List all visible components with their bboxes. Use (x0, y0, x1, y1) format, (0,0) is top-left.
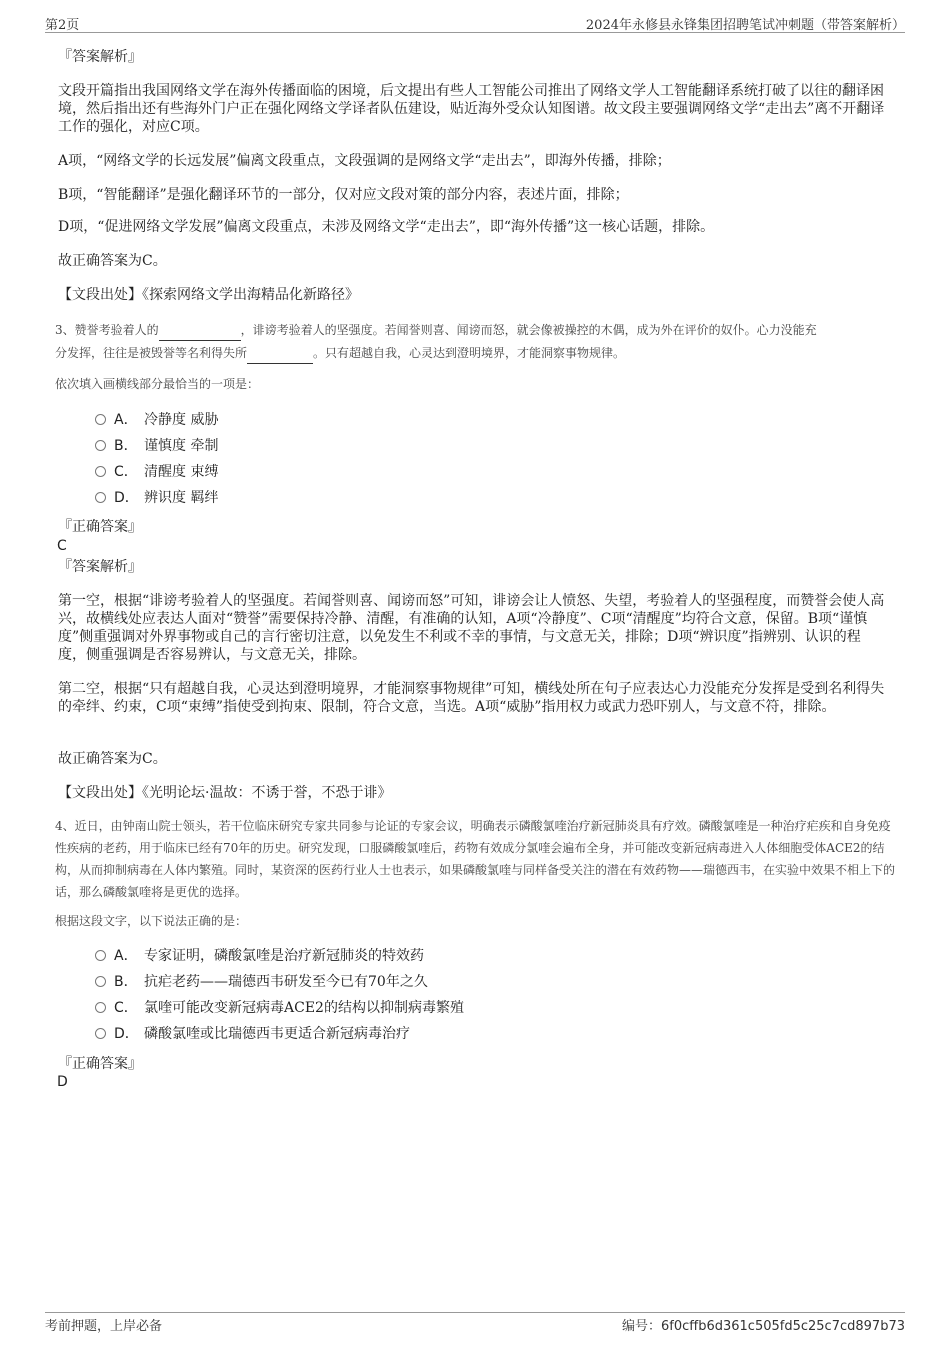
page-number: 第2页 (45, 18, 80, 33)
radio-icon[interactable] (95, 976, 106, 987)
option-text: 辨识度 羁绊 (144, 490, 219, 506)
q3-stem-part: 3、赞誉考验着人的 (55, 323, 159, 337)
option-text: 氯喹可能改变新冠病毒ACE2的结构以抑制病毒繁殖 (144, 1000, 464, 1016)
option-text: 抗疟老药——瑞德西韦研发至今已有70年之久 (144, 974, 428, 990)
q3-blank-1 (159, 318, 241, 341)
radio-icon[interactable] (95, 466, 106, 477)
radio-icon[interactable] (95, 1002, 106, 1013)
document-title: 2024年永修县永锋集团招聘笔试冲刺题（带答案解析） (585, 18, 905, 33)
option-text: 专家证明，磷酸氯喹是治疗新冠肺炎的特效药 (144, 948, 424, 964)
option-text: 冷静度 威胁 (144, 412, 219, 428)
q3-stem (55, 318, 900, 364)
radio-icon[interactable] (95, 414, 106, 425)
option-letter: D． (114, 490, 139, 506)
radio-icon[interactable] (95, 492, 106, 503)
q3-option-d[interactable] (95, 488, 218, 508)
footer-slogan: 考前押题，上岸必备 (45, 1319, 163, 1334)
q2-analysis-paragraph: 文段开篇指出我国网络文学在海外传播面临的困境，后文提出有些人工智能公司推出了网络文学人工智能翻译系统打破了以往的翻译困境，然后指出还有些海外门户正在强化网络文学译者队伍建设，贴近海外受众认知图谱。故文段主要强调网络文学“走出去”离不开翻译工作的强化，对应C项。 (58, 83, 885, 135)
q3-analysis-paragraph-2: 第二空，根据“只有超越自我，心灵达到澄明境界，才能洞察事物规律”可知，横线处所在句子应表达心力没能充分发挥是受到名利得失的牵绊、约束，C项“束缚”指使受到拘束、限制，符合文意，当选。A项“威胁”指用权力或武力恐吓别人，与文意不符，排除。 (58, 681, 885, 715)
q4-prompt: 根据这段文字，以下说法正确的是： (55, 914, 248, 928)
q3-blank-2 (247, 341, 313, 364)
q3-stem-part: 分发挥，往往是被毁誉等名利得失所 (55, 346, 248, 360)
document-code: 编号：6f0cffb6d361c505fd5c25c7cd897b73 (622, 1319, 905, 1334)
q2-option-a-explanation: A项，“网络文学的长远发展”偏离文段重点，文段强调的是网络文学“走出去”，即海外传播，排除； (58, 153, 671, 169)
q2-source: 【文段出处】《探索网络文学出海精品化新路径》 (58, 287, 359, 303)
q3-stem-part: 。只有超越自我，心灵达到澄明境界，才能洞察事物规律。 (313, 346, 626, 360)
q3-source: 【文段出处】《光明论坛·温故：不诱于誉，不恐于诽》 (58, 785, 392, 801)
q4-answer-label: 『正确答案』 (58, 1056, 142, 1072)
radio-icon[interactable] (95, 950, 106, 961)
q3-option-c[interactable] (95, 462, 218, 482)
q3-stem-part: ，诽谤考验着人的坚强度。若闻誉则喜、闻谤而怒，就会像被操控的木偶，成为外在评价的奴仆。心力没能充 (240, 323, 817, 337)
option-letter: A． (114, 412, 138, 428)
q3-analysis-paragraph-1: 第一空，根据“诽谤考验着人的坚强度。若闻誉则喜、闻谤而怒”可知，诽谤会让人愤怒、失望，考验着人的坚强程度，而赞誉会使人高兴，故横线处应表达人面对“赞誉”需要保持冷静、清醒，有准确的认知，A项“冷静度”、C项“清醒度”均符合文意，保留。B项“谨慎度”侧重强调对外界事物或自己的言行密切注意，以免发生不利或不幸的事情，与文意无关，排除；D项“辨识度”指辨别、认识的程度，侧重强调是否容易辨认，与文意无关，排除。 (58, 593, 885, 663)
option-letter: A． (114, 948, 138, 964)
q4-option-a[interactable] (95, 946, 424, 966)
q3-option-a[interactable] (95, 410, 218, 430)
q4-stem: 4、近日，由钟南山院士领头，若干位临床研究专家共同参与论证的专家会议，明确表示磷酸氯喹治疗新冠肺炎具有疗效。磷酸氯喹是一种治疗疟疾和自身免疫性疾病的老药，用于临床已经有70年的历史。研究发现，口服磷酸氯喹后，药物有效成分氯喹会遍布全身，并可能改变新冠病毒进入人体细胞受体ACE2的结构，从而抑制病毒在人体内繁殖。同时，某资深的医药行业人士也表示，如果磷酸氯喹与同样备受关注的潜在有效药物——瑞德西韦，在实验中效果不相上下的话，那么磷酸氯喹将是更优的选择。 (55, 819, 896, 899)
option-letter: B． (114, 438, 138, 454)
q3-option-b[interactable] (95, 436, 218, 456)
option-text: 清醒度 束缚 (144, 464, 219, 480)
q2-option-d-explanation: D项，“促进网络文学发展”偏离文段重点，未涉及网络文学“走出去”，即“海外传播”这一核心话题，排除。 (58, 219, 715, 235)
page-footer (45, 1312, 905, 1335)
q3-prompt: 依次填入画横线部分最恰当的一项是： (55, 377, 260, 391)
radio-icon[interactable] (95, 440, 106, 451)
option-text: 谨慎度 牵制 (144, 438, 219, 454)
option-letter: D． (114, 1026, 139, 1042)
option-text: 磷酸氯喹或比瑞德西韦更适合新冠病毒治疗 (144, 1026, 410, 1042)
q3-answer: C (57, 538, 67, 554)
q4-option-c[interactable] (95, 998, 464, 1018)
option-letter: B． (114, 974, 138, 990)
q3-analysis-label: 『答案解析』 (58, 559, 142, 575)
q4-answer: D (57, 1074, 68, 1090)
q2-option-b-explanation: B项，“智能翻译”是强化翻译环节的一部分，仅对应文段对策的部分内容，表述片面，排除； (58, 187, 629, 203)
q2-analysis-label: 『答案解析』 (58, 49, 142, 65)
q4-option-b[interactable] (95, 972, 428, 992)
page-header (45, 14, 905, 33)
q2-conclusion: 故正确答案为C。 (58, 253, 167, 269)
q4-option-d[interactable] (95, 1024, 410, 1044)
option-letter: C． (114, 1000, 138, 1016)
option-letter: C． (114, 464, 138, 480)
radio-icon[interactable] (95, 1028, 106, 1039)
q3-conclusion: 故正确答案为C。 (58, 751, 167, 767)
q3-answer-label: 『正确答案』 (58, 519, 142, 535)
